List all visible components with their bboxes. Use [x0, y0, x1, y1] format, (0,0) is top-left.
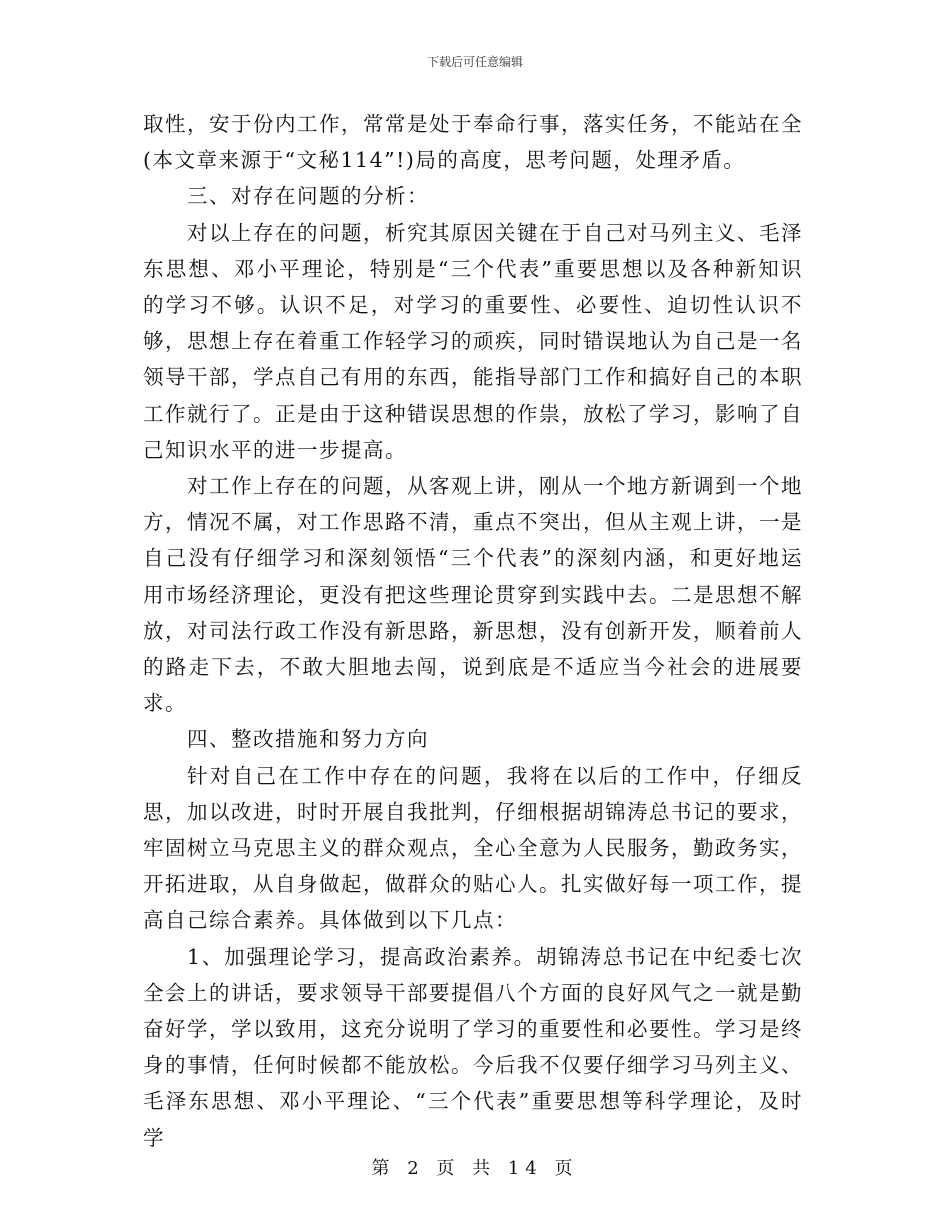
section-heading: 四、整改措施和努力方向: [187, 727, 429, 752]
page-header: 下载后可任意编辑: [426, 55, 523, 69]
document-body: [143, 106, 803, 1156]
section-heading: 三、对存在问题的分析：: [187, 184, 429, 209]
paragraph: 对以上存在的问题，析究其原因关键在于自己对马列主义、毛泽东思想、邓小平理论，特别是“三个代表”重要思想以及各种新知识的学习不够。认识不足，对学习的重要性、必要性、迫切性认识不够，思想上存在着重工作轻学习的顽疾，同时错误地认为自己是一名领导干部，学点自己有用的东西，能指导部门工作和搞好自己的本职工作就行了。正是由于这种错误思想的作祟，放松了学习，影响了自己知识水平的进一步提高。: [143, 220, 803, 462]
paragraph: 对工作上存在的问题，从客观上讲，刚从一个地方新调到一个地方，情况不属，对工作思路不清，重点不突出，但从主观上讲，一是自己没有仔细学习和深刻领悟“三个代表”的深刻内涵，和更好地运用市场经济理论，更没有把这些理论贯穿到实践中去。二是思想不解放，对司法行政工作没有新思路，新思想，没有创新开发，顺着前人的路走下去，不敢大胆地去闯，说到底是不适应当今社会的进展要求。: [143, 474, 803, 716]
paragraph: 针对自己在工作中存在的问题，我将在以后的工作中，仔细反思，加以改进，时时开展自我批判，仔细根据胡锦涛总书记的要求，牢固树立马克思主义的群众观点，全心全意为人民服务，勤政务实，开拓进取，从自身做起，做群众的贴心人。扎实做好每一项工作，提高自己综合素养。具体做到以下几点：: [143, 763, 803, 933]
paragraph: 1、加强理论学习，提高政治素养。胡锦涛总书记在中纪委七次全会上的讲话，要求领导干部要提倡八个方面的良好风气之一就是勤奋好学，学以致用，这充分说明了学习的重要性和必要性。学习是终身的事情，任何时候都不能放松。今后我不仅要仔细学习马列主义、毛泽东思想、邓小平理论、“三个代表”重要思想等科学理论，及时学: [143, 944, 803, 1150]
paragraph: 取性，安于份内工作，常常是处于奉命行事，落实任务，不能站在全(本文章来源于“文秘114”!)局的高度，思考问题，处理矛盾。: [143, 112, 803, 173]
page-number: 第 2 页 共 14 页: [371, 1158, 579, 1179]
